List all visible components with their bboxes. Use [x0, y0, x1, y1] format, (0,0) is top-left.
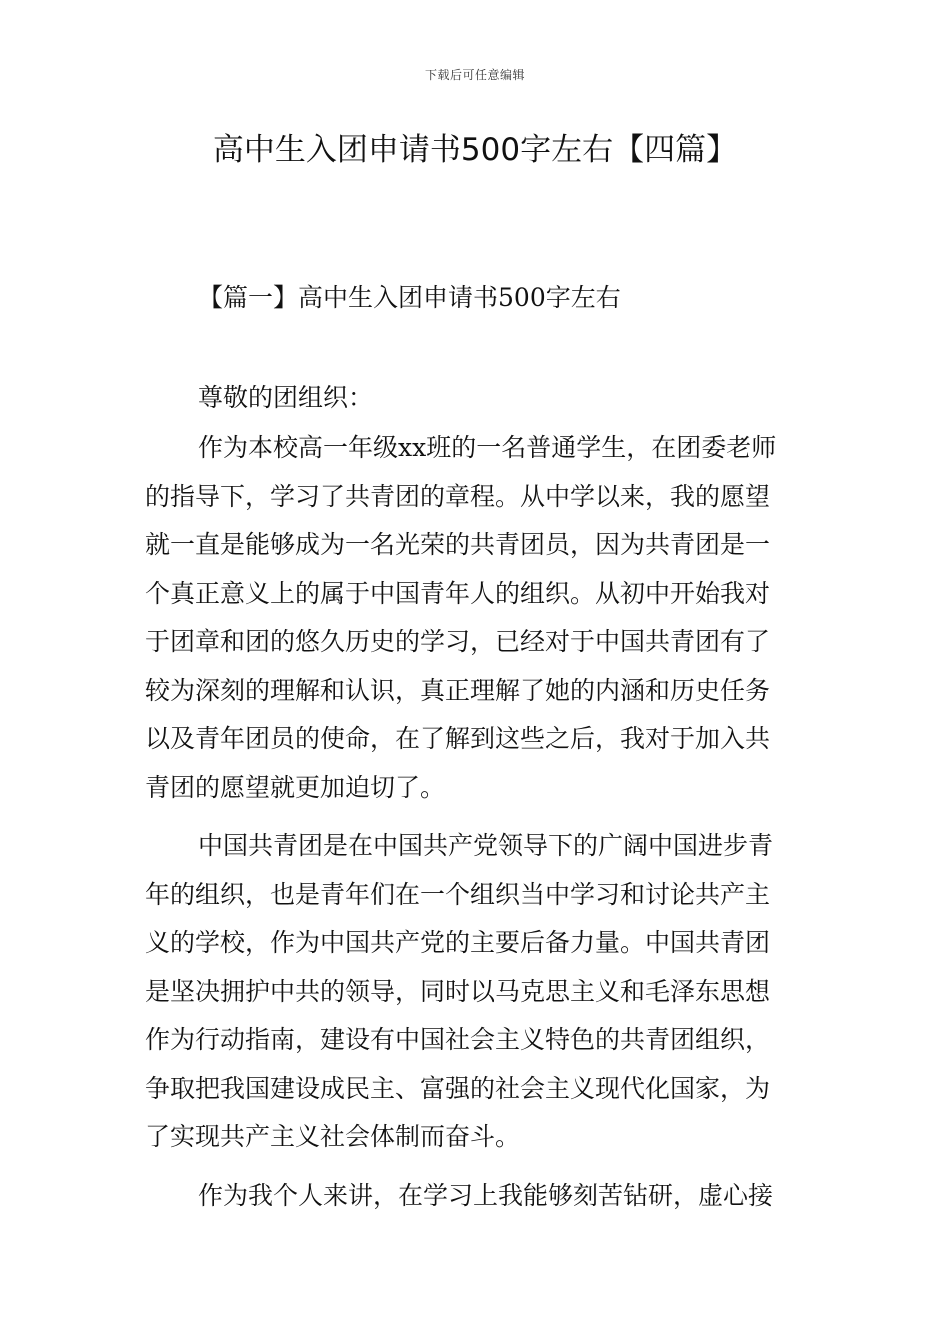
- paragraph-line: 年的组织，也是青年们在一个组织当中学习和讨论共产主: [145, 879, 771, 909]
- paragraph-line: 于团章和团的悠久历史的学习，已经对于中国共青团有了: [145, 627, 771, 656]
- paragraph-line: 就一直是能够成为一名光荣的共青团员，因为共青团是一: [145, 530, 771, 559]
- paragraph-line: 的指导下，学习了共青团的章程。从中学以来，我的愿望: [145, 481, 771, 511]
- paragraph-line: 较为深刻的理解和认识，真正理解了她的内涵和历史任务: [145, 675, 771, 705]
- salutation: 尊敬的团组织：: [198, 383, 374, 412]
- header-note: 下载后可任意编辑: [424, 68, 525, 82]
- paragraph-line: 作为本校高一年级xx班的一名普通学生，在团委老师: [198, 433, 777, 462]
- paragraph-line: 作为行动指南，建设有中国社会主义特色的共青团组织，: [145, 1025, 771, 1054]
- paragraph-2: [145, 822, 817, 1162]
- paragraph-line: 以及青年团员的使命，在了解到这些之后，我对于加入共: [145, 724, 771, 753]
- paragraph-line: 作为我个人来讲，在学习上我能够刻苦钻研，虚心接: [198, 1181, 774, 1210]
- section-heading: 【篇一】高中生入团申请书500字左右: [198, 283, 621, 312]
- paragraph-1: [145, 424, 817, 812]
- paragraph-line: 是坚决拥护中共的领导，同时以马克思主义和毛泽东思想: [145, 976, 771, 1006]
- paragraph-line: 义的学校，作为中国共产党的主要后备力量。中国共青团: [145, 928, 771, 957]
- paragraph-line: 中国共青团是在中国共产党领导下的广阔中国进步青: [198, 831, 774, 860]
- document-title: 高中生入团申请书500字左右【四篇】: [212, 132, 738, 168]
- paragraph-line: 争取把我国建设成民主、富强的社会主义现代化国家，为: [145, 1073, 771, 1103]
- paragraph-line: 青团的愿望就更加迫切了。: [145, 772, 446, 802]
- paragraph-line: 了实现共产主义社会体制而奋斗。: [145, 1122, 521, 1151]
- paragraph-3: [145, 1172, 817, 1221]
- paragraph-line: 个真正意义上的属于中国青年人的组织。从初中开始我对: [145, 578, 771, 608]
